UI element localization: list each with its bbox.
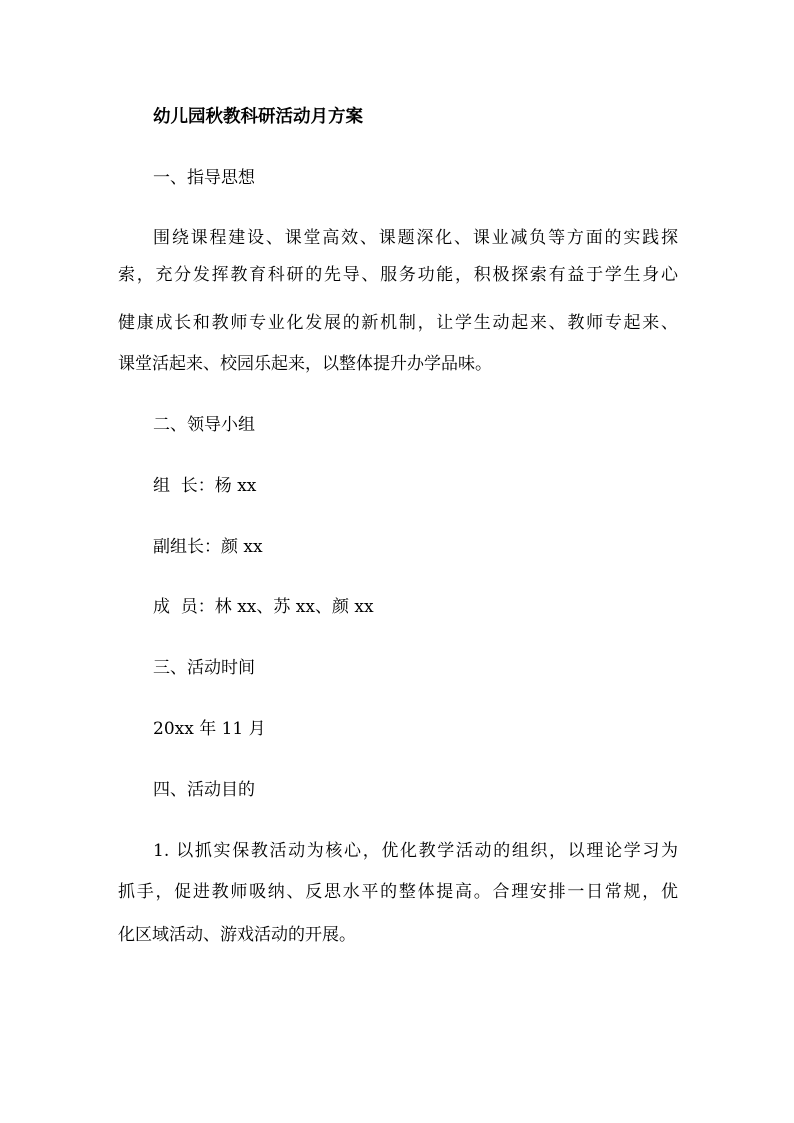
section-heading-leadership-group: 二、领导小组 [153, 415, 255, 435]
paragraph-line-3: 健康成长和教师专业化发展的新机制，让学生动起来、教师专起来、 [118, 313, 678, 333]
purpose-line-3: 化区域活动、游戏活动的开展。 [118, 925, 356, 945]
document-title: 幼儿园秋教科研活动月方案 [153, 107, 363, 127]
activity-time-value: 20xx 年 11 月 [153, 719, 266, 739]
section-heading-activity-time: 三、活动时间 [153, 658, 255, 678]
paragraph-line-4: 课堂活起来、校园乐起来，以整体提升办学品味。 [118, 354, 492, 374]
paragraph-line-2: 索，充分发挥教育科研的先导、服务功能，积极探索有益于学生身心 [118, 265, 678, 285]
group-members: 成 员：林 xx、苏 xx、颜 xx [153, 597, 374, 617]
purpose-line-2: 抓手，促进教师吸纳、反思水平的整体提高。合理安排一日常规，优 [118, 882, 678, 902]
paragraph-line-1: 围绕课程建设、课堂高效、课题深化、课业减负等方面的实践探 [153, 228, 678, 248]
group-leader: 组 长：杨 xx [153, 476, 257, 496]
vice-group-leader: 副组长：颜 xx [153, 537, 263, 557]
purpose-line-1: 1. 以抓实保教活动为核心，优化教学活动的组织，以理论学习为 [153, 841, 678, 861]
section-heading-activity-purpose: 四、活动目的 [153, 780, 255, 800]
section-heading-guiding-ideology: 一、指导思想 [153, 168, 255, 188]
